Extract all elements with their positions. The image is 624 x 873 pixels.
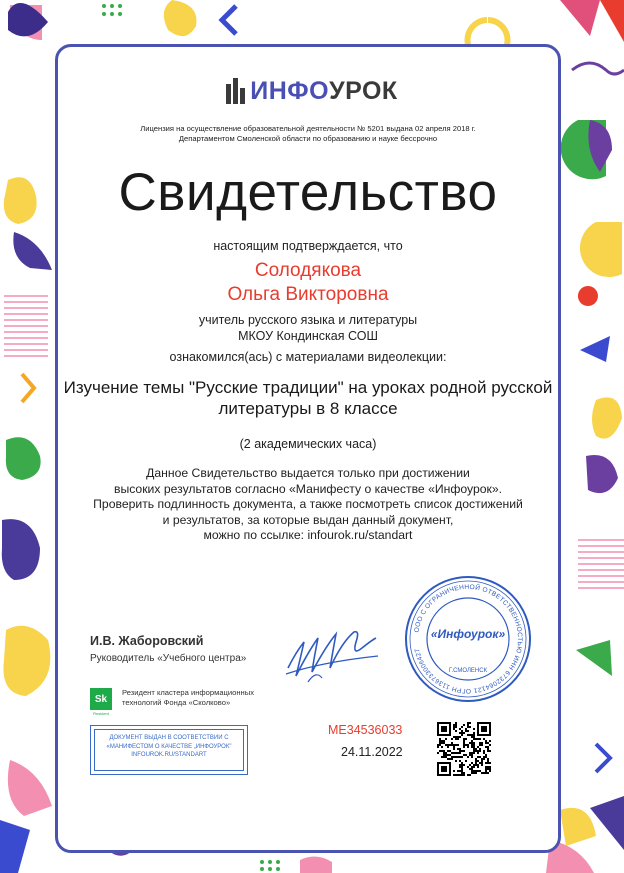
manifest-stamp-text bbox=[91, 734, 247, 760]
description-line-3: Проверить подлинность документа, а также посмотреть список достижений bbox=[93, 497, 523, 511]
green-blob-left bbox=[6, 437, 41, 480]
recipient-school: МКОУ Кондинская СОШ bbox=[238, 329, 378, 343]
license-line-2: Департаментом Смоленской области по образованию и науке бессрочно bbox=[178, 134, 438, 143]
yellow-blob-top bbox=[164, 0, 197, 36]
description-text bbox=[55, 466, 561, 544]
manifest-line-1: ДОКУМЕНТ ВЫДАН В СООТВЕТСТВИИ С bbox=[109, 735, 229, 741]
skolkovo-line-1: Резидент кластера информационных bbox=[122, 688, 255, 697]
skolkovo-text bbox=[122, 688, 282, 708]
skolkovo-badge bbox=[90, 688, 112, 710]
pink-triangle-top-right bbox=[560, 0, 600, 36]
yellow-quarter-bottom-right bbox=[560, 808, 596, 846]
red-triangle bbox=[600, 0, 624, 42]
qr-code[interactable] bbox=[437, 722, 491, 776]
yellow-blob-left bbox=[4, 177, 37, 224]
license-line-1: Лицензия на осуществление образовательной деятельности № 5201 выдана 02 апреля 2018 г. bbox=[140, 124, 476, 133]
green-shape-right bbox=[576, 640, 612, 676]
manifest-line-2: «МАНИФЕСТОМ О КАЧЕСТВЕ „ИНФОУРОК" bbox=[106, 743, 232, 750]
infourok-logo bbox=[0, 76, 624, 106]
signer-role: Руководитель «Учебного центра» bbox=[90, 653, 247, 664]
recipient-surname: Солодякова bbox=[254, 260, 362, 281]
green-dots bbox=[102, 4, 122, 16]
document-id: МЕ34536033 bbox=[328, 723, 403, 737]
pink-shape-bottom-left bbox=[8, 760, 52, 816]
lecture-topic bbox=[55, 377, 561, 419]
purple-shape-bottom-right bbox=[590, 796, 624, 850]
license-text bbox=[55, 124, 561, 144]
topic-line-2: литературы в 8 классе bbox=[218, 399, 398, 418]
manifest-stamp bbox=[90, 725, 248, 775]
seal-center-text: «Инфоурок» bbox=[430, 627, 506, 641]
manifest-line-3: INFOUROK.RU/STANDART bbox=[131, 752, 207, 758]
blue-chevron-top bbox=[222, 6, 236, 34]
seal-city-text: Г.СМОЛЕНСК bbox=[448, 668, 488, 674]
yellow-blob-right bbox=[592, 397, 622, 438]
topic-line-1: Изучение темы "Русские традиции" на уроках родной русской bbox=[63, 378, 553, 397]
blue-triangle-right bbox=[580, 336, 610, 362]
skolkovo-badge-text: Sk bbox=[94, 693, 108, 705]
purple-blob-left bbox=[2, 519, 40, 580]
description-line-2: высоких результатов согласно «Манифесту о качестве «Инфоурок». bbox=[113, 481, 503, 496]
confirm-text: настоящим подтверждается, что bbox=[213, 239, 403, 253]
orange-chevron-left bbox=[22, 374, 34, 402]
purple-shape-left bbox=[13, 232, 52, 270]
red-circle-right bbox=[578, 286, 598, 306]
description-line-5: можно по ссылке: infourok.ru/standart bbox=[203, 528, 413, 542]
recipient-name: Ольга Викторовна bbox=[227, 284, 389, 305]
infourok-logo-icon bbox=[226, 78, 246, 104]
description-line-1: Данное Свидетельство выдается только при достижении bbox=[146, 466, 470, 480]
signer-name: И.В. Жаборовский bbox=[90, 634, 204, 648]
purple-blob-right-bottom bbox=[586, 455, 618, 493]
seal-outer-textpath: ООО С ОГРАНИЧЕННОЙ ОТВЕТСТВЕННОСТЬЮ ИНН 6732064121 ОГРН 1136733006427 bbox=[413, 583, 524, 695]
logo-text-dark: УРОК bbox=[329, 76, 398, 105]
handwritten-signature bbox=[282, 612, 382, 690]
pink-stripes-left bbox=[4, 296, 48, 356]
blue-shape-bottom-left bbox=[0, 820, 30, 873]
issue-date: 24.11.2022 bbox=[341, 745, 403, 759]
squiggle-right-top bbox=[572, 63, 624, 74]
skolkovo-badge-subtext: Resident bbox=[93, 711, 109, 716]
blue-chevron-right bbox=[596, 744, 610, 772]
certificate-title: Свидетельство bbox=[118, 163, 498, 222]
yellow-blob-left-bottom bbox=[3, 626, 50, 696]
yellow-half-circle-right bbox=[580, 222, 622, 277]
pink-stripes-right bbox=[578, 540, 624, 588]
logo-text-blue: ИНФО bbox=[250, 76, 330, 105]
recipient-position: учитель русского языка и литературы bbox=[198, 313, 418, 327]
description-line-4: и результатов, за которые выдан данный документ, bbox=[162, 512, 454, 527]
familiar-text: ознакомился(ась) с материалами видеолекции: bbox=[169, 350, 447, 364]
green-dots-bottom bbox=[260, 860, 280, 871]
skolkovo-line-2: технологий Фонда «Сколково» bbox=[122, 698, 231, 707]
pink-shape-bottom-mid bbox=[300, 856, 332, 873]
hours-text: (2 академических часа) bbox=[239, 437, 377, 451]
company-seal bbox=[403, 574, 533, 704]
